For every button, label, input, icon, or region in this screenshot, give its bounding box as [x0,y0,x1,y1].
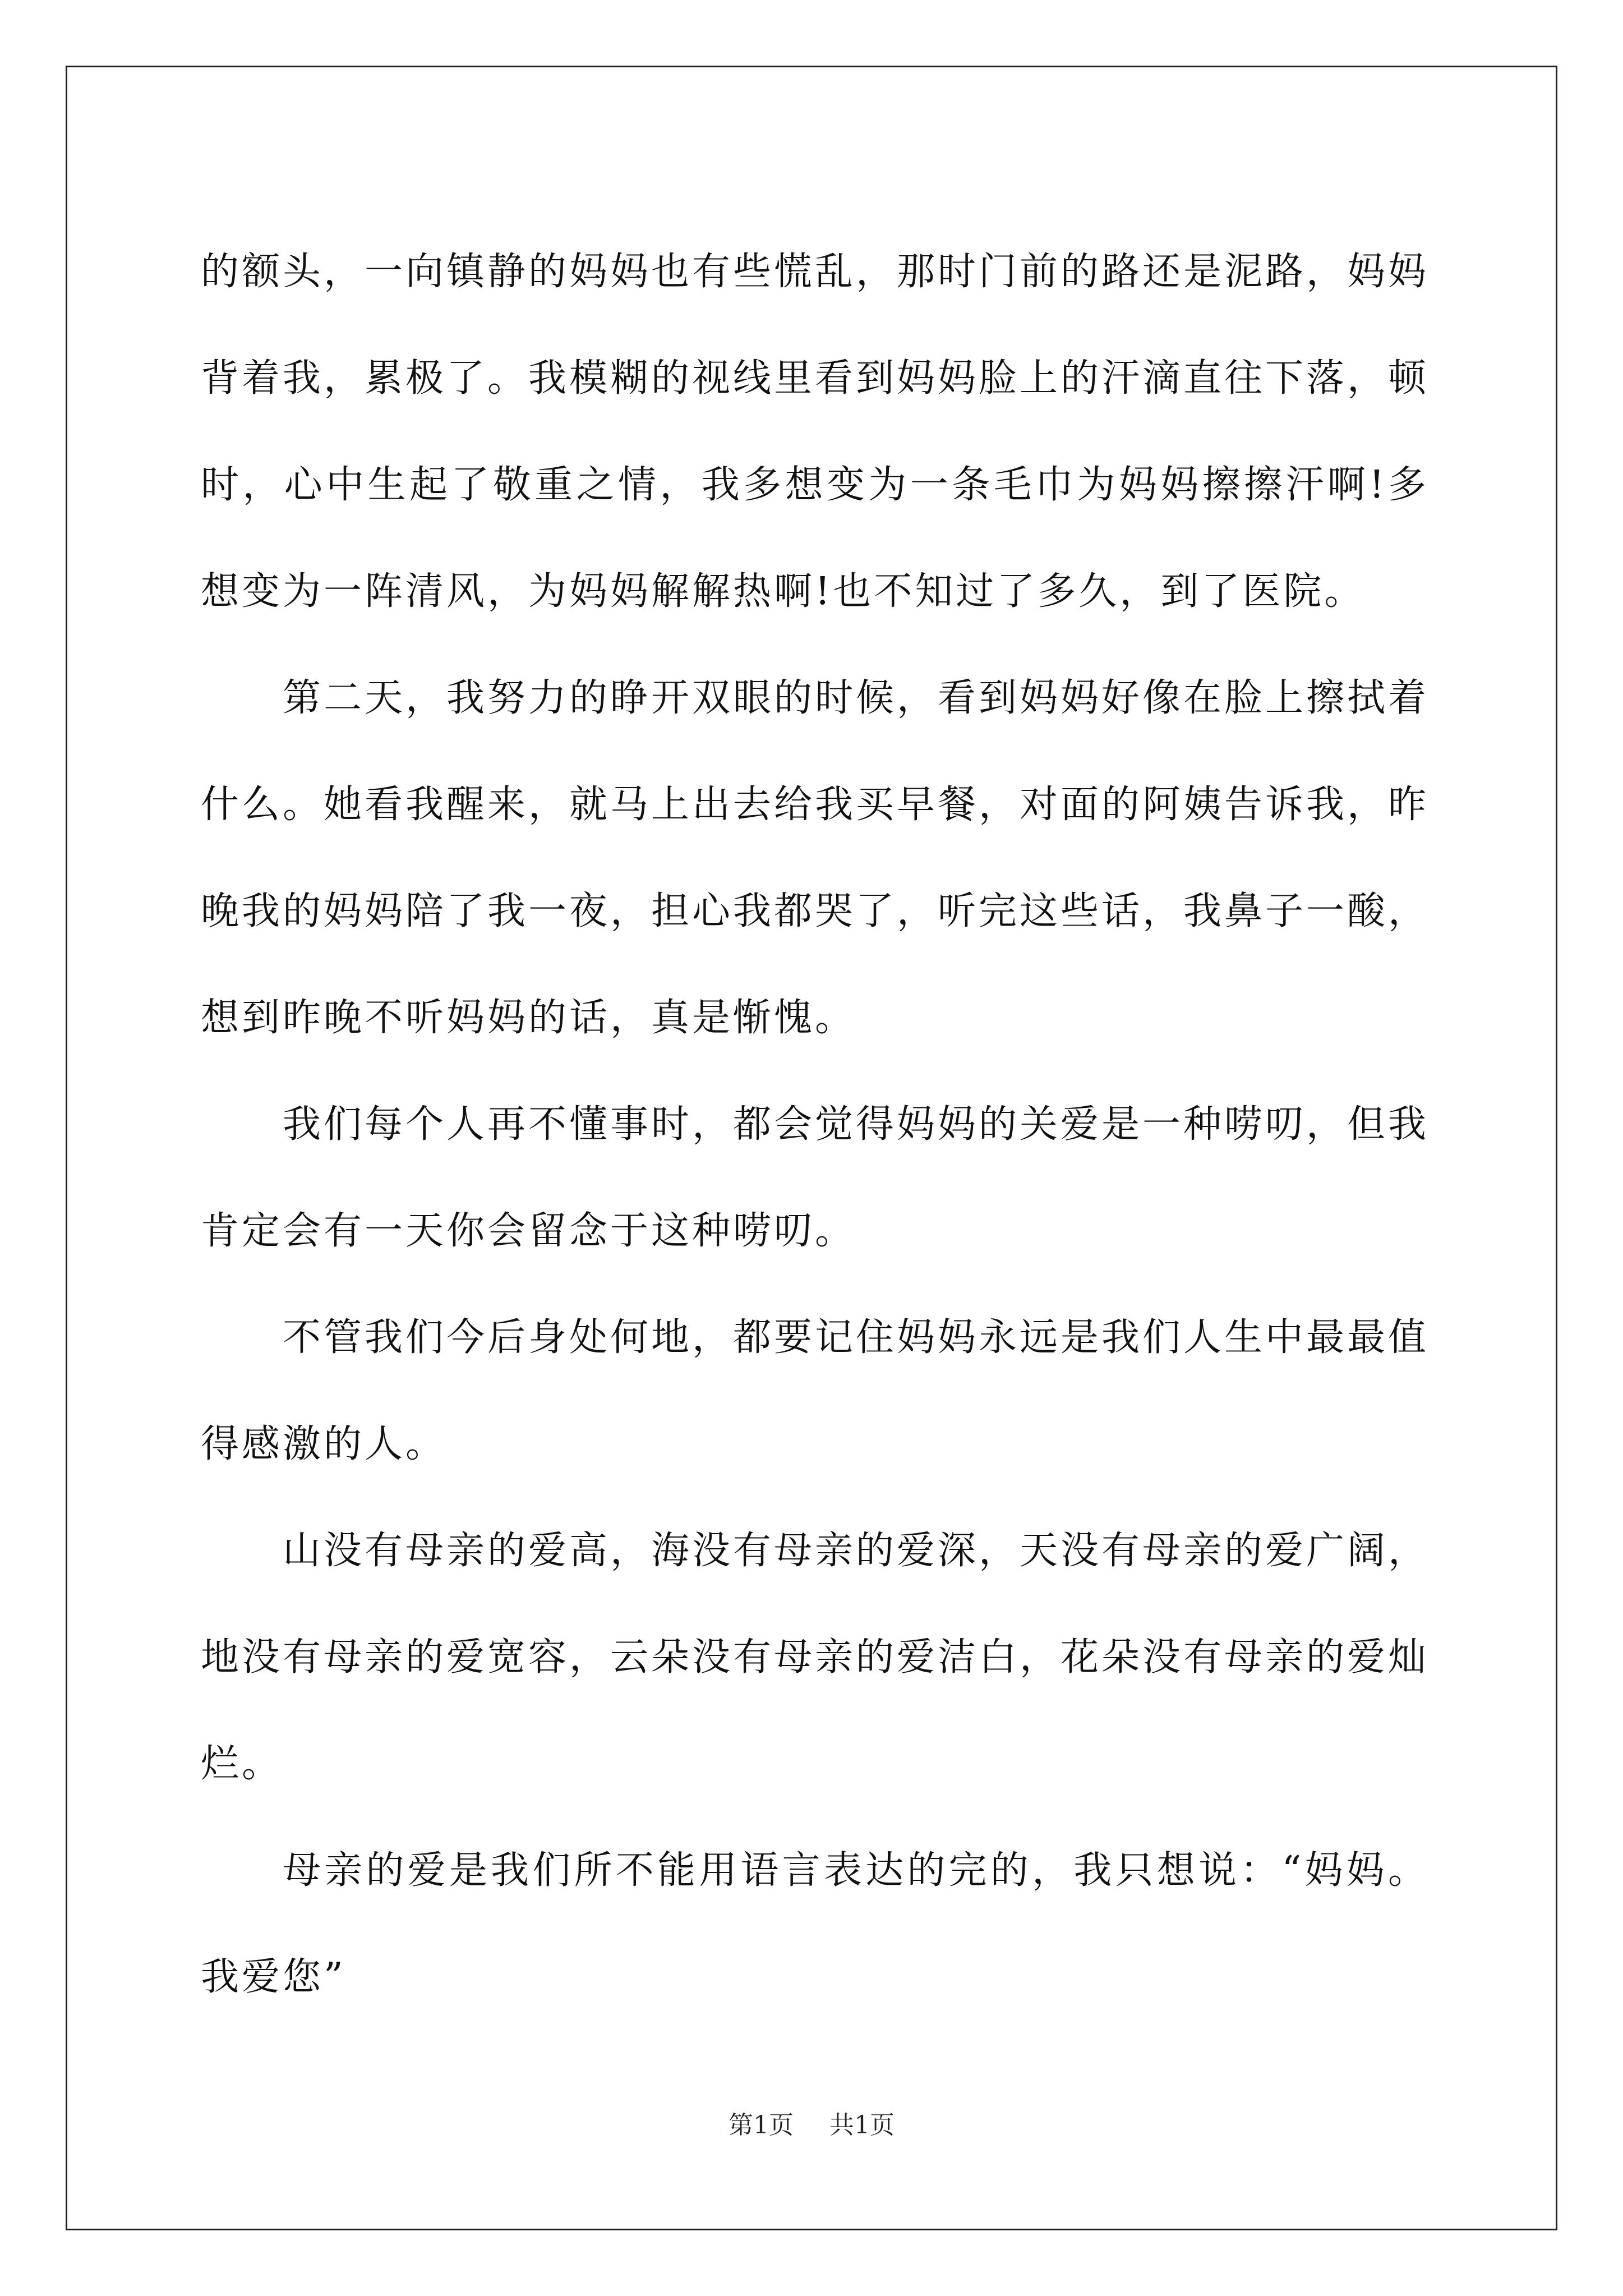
paragraph-4: 不管我们今后身处何地，都要记住妈妈永远是我们人生中最最值得感激的人。 [201,1315,1430,1466]
paragraph-1: 的额头，一向镇静的妈妈也有些慌乱，那时门前的路还是泥路，妈妈背着我，累极了。我模糊的视线里看到妈妈脸上的汗滴直往下落，顿时，心中生起了敬重之情，我多想变为一条毛巾为妈妈擦擦汗啊!多想变为一阵清风，为妈妈解解热啊!也不知过了多久，到了医院。 [201,250,1430,614]
paragraph-6: 母亲的爱是我们所不能用语言表达的完的，我只想说：“妈妈。我爱您” [201,1848,1429,1999]
page-footer [0,2105,1623,2141]
page-number: 第1页 [728,2111,794,2139]
total-pages: 共1页 [829,2111,895,2139]
paragraph-3: 我们每个人再不懂事时，都会觉得妈妈的关爱是一种唠叨，但我肯定会有一天你会留念于这种唠叨。 [201,1102,1430,1253]
paragraph-5: 山没有母亲的爱高，海没有母亲的爱深，天没有母亲的爱广阔，地没有母亲的爱宽容，云朵没有母亲的爱洁白，花朵没有母亲的爱灿烂。 [201,1529,1430,1786]
paragraph-2: 第二天，我努力的睁开双眼的时候，看到妈妈好像在脸上擦拭着什么。她看我醒来，就马上出去给我买早餐，对面的阿姨告诉我，昨晚我的妈妈陪了我一夜，担心我都哭了，听完这些话，我鼻子一酸，想到昨晚不听妈妈的话，真是惭愧。 [201,676,1430,1040]
document-body [201,219,1429,2031]
